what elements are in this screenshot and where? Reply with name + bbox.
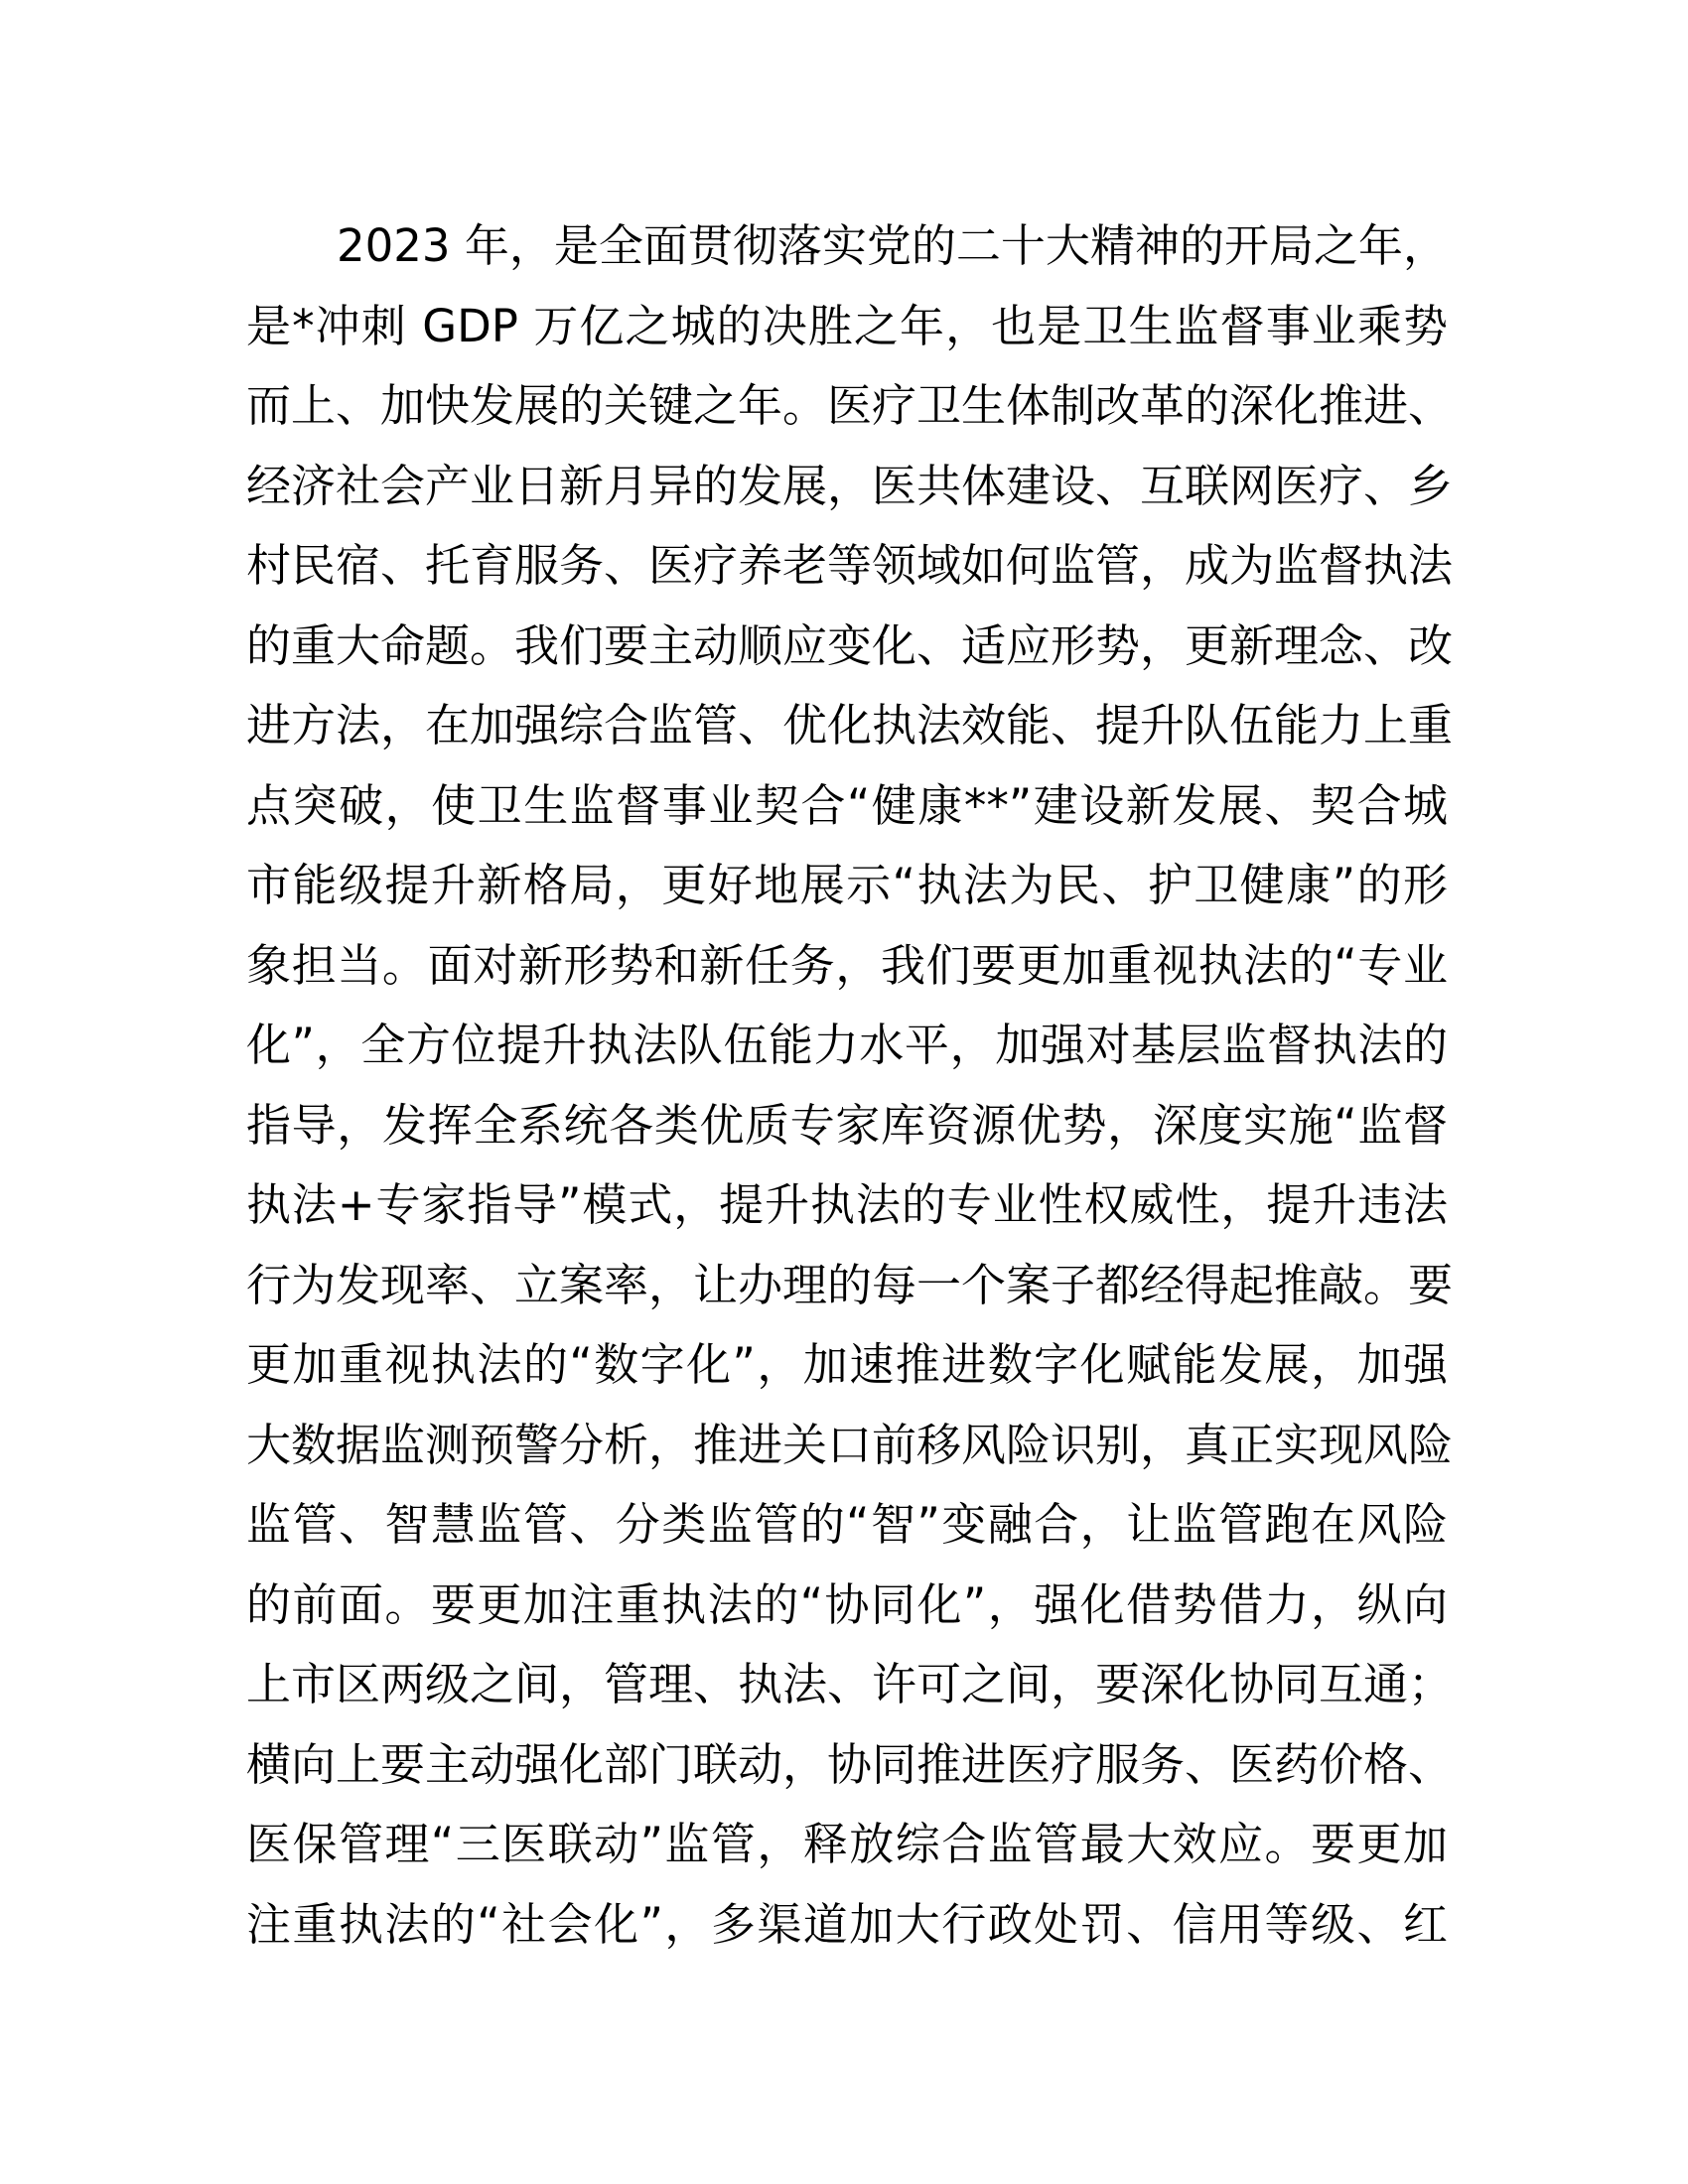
paragraph-line: 经济社会产业日新月异的发展，医共体建设、互联网医疗、乡 [246, 459, 1454, 512]
paragraph-line: 化”，全方位提升执法队伍能力水平，加强对基层监督执法的 [246, 1019, 1448, 1071]
paragraph-line: 的前面。要更加注重执法的“协同化”，强化借势借力，纵向 [246, 1577, 1448, 1631]
paragraph-line: 的重大命题。我们要主动顺应变化、适应形势，更新理念、改 [246, 618, 1454, 672]
paragraph-line: 象担当。面对新形势和新任务，我们要更加重视执法的“专业 [246, 938, 1448, 992]
paragraph-line: 村民宿、托育服务、医疗养老等领域如何监管，成为监督执法 [246, 539, 1454, 592]
paragraph-line: 大数据监测预警分析，推进关口前移风险识别，真正实现风险 [246, 1418, 1454, 1471]
paragraph-line: 上市区两级之间，管理、执法、许可之间，要深化协同互通； [246, 1658, 1454, 1710]
paragraph-line: 行为发现率、立案率，让办理的每一个案子都经得起推敲。要 [246, 1258, 1454, 1311]
paragraph-line: 更加重视执法的“数字化”，加速推进数字化赋能发展，加强 [246, 1338, 1448, 1391]
paragraph-line: 注重执法的“社会化”，多渠道加大行政处罚、信用等级、红 [246, 1897, 1448, 1951]
body-paragraph [246, 210, 1454, 1969]
paragraph-line: 进方法，在加强综合监管、优化执法效能、提升队伍能力上重 [246, 699, 1454, 751]
paragraph-line: 是*冲刺 GDP 万亿之城的决胜之年，也是卫生监督事业乘势 [246, 299, 1448, 352]
paragraph-line: 指导，发挥全系统各类优质专家库资源优势，深度实施“监督 [246, 1098, 1448, 1152]
paragraph-line: 横向上要主动强化部门联动，协同推进医疗服务、医药价格、 [246, 1737, 1454, 1791]
paragraph-line: 2023 年，是全面贯彻落实党的二十大精神的开局之年， [337, 219, 1448, 272]
paragraph-line: 医保管理“三医联动”监管，释放综合监管最大效应。要更加 [246, 1818, 1448, 1870]
paragraph-line: 监管、智慧监管、分类监管的“智”变融合，让监管跑在风险 [246, 1498, 1448, 1551]
paragraph-line: 而上、加快发展的关键之年。医疗卫生体制改革的深化推进、 [246, 379, 1454, 432]
paragraph-line: 点突破，使卫生监督事业契合“健康**”建设新发展、契合城 [246, 778, 1448, 832]
paragraph-line: 市能级提升新格局，更好地展示“执法为民、护卫健康”的形 [246, 859, 1448, 911]
paragraph-line: 执法+专家指导”模式，提升执法的专业性权威性，提升违法 [246, 1178, 1448, 1231]
